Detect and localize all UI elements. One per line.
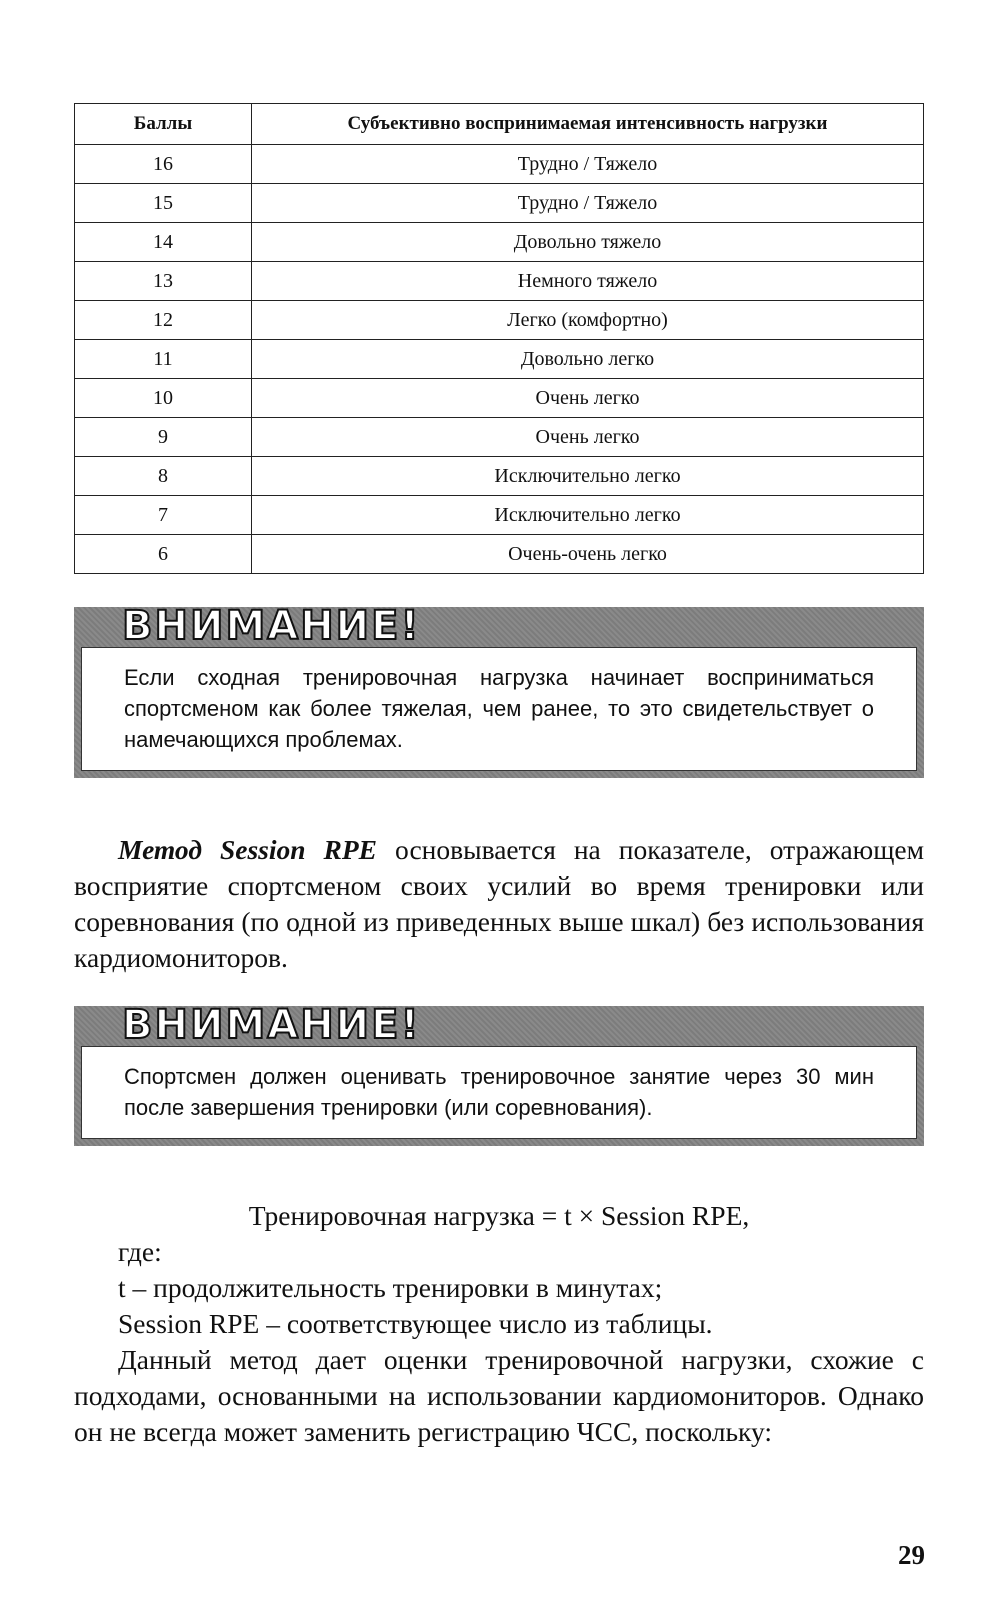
- header-points: Баллы: [75, 104, 252, 145]
- cell-intensity: Довольно легко: [252, 340, 924, 379]
- table-row: [75, 379, 924, 418]
- cell-points: 10: [75, 379, 252, 418]
- cell-points: 8: [75, 457, 252, 496]
- rpe-table: [74, 103, 924, 574]
- table-row: [75, 457, 924, 496]
- cell-points: 6: [75, 535, 252, 574]
- paragraph-session-rpe: [74, 832, 924, 976]
- definition-t: t – продолжительность тренировки в минутах;: [118, 1272, 663, 1303]
- cell-intensity: Легко (комфортно): [252, 301, 924, 340]
- attention-title: ВНИМАНИЕ!: [122, 603, 421, 649]
- cell-intensity: Очень легко: [252, 418, 924, 457]
- cell-points: 13: [75, 262, 252, 301]
- cell-intensity: Немного тяжело: [252, 262, 924, 301]
- table-header-row: [75, 104, 924, 145]
- page-number: 29: [898, 1540, 925, 1570]
- cell-points: 9: [75, 418, 252, 457]
- cell-intensity: Очень легко: [252, 379, 924, 418]
- table-row: [75, 340, 924, 379]
- table-row: [75, 145, 924, 184]
- cell-intensity: Исключительно легко: [252, 496, 924, 535]
- table-row: [75, 184, 924, 223]
- attention-box-1: [74, 603, 924, 778]
- header-intensity: Субъективно воспринимаемая интенсивность нагрузки: [252, 104, 924, 145]
- formula-section: [74, 1198, 924, 1450]
- table-body: [75, 145, 924, 574]
- attention-text: Спортсмен должен оценивать тренировочное занятие через 30 мин после завершения тренировки (или соревнования).: [124, 1064, 874, 1120]
- definition-session-rpe: Session RPE – соответствующее число из таблицы.: [118, 1308, 713, 1339]
- cell-points: 7: [75, 496, 252, 535]
- cell-points: 12: [75, 301, 252, 340]
- attention-header: [74, 603, 924, 649]
- table-row: [75, 496, 924, 535]
- table-row: [75, 301, 924, 340]
- formula: Тренировочная нагрузка = t × Session RPE,: [248, 1200, 750, 1231]
- attention-title: ВНИМАНИЕ!: [122, 1002, 421, 1048]
- cell-points: 11: [75, 340, 252, 379]
- paragraph-text: основывается на показателе, отражающем восприятие спортсменом своих усилий во время тренировки или соревнования (по одной из приведенных выше шкал) без использования кардиомониторов.: [74, 834, 924, 973]
- table-row: [75, 223, 924, 262]
- cell-points: 16: [75, 145, 252, 184]
- cell-intensity: Довольно тяжело: [252, 223, 924, 262]
- attention-box-2: [74, 1002, 924, 1146]
- cell-intensity: Трудно / Тяжело: [252, 184, 924, 223]
- attention-text: Если сходная тренировочная нагрузка начинает восприниматься спортсменом как более тяжелая, чем ранее, то это свидетельствует о намечающихся проблемах.: [124, 665, 874, 752]
- attention-text-box: [81, 1046, 917, 1139]
- cell-intensity: Очень-очень легко: [252, 535, 924, 574]
- where-label: где:: [118, 1236, 162, 1267]
- attention-header: [74, 1002, 924, 1048]
- attention-text-box: [81, 647, 917, 771]
- cell-intensity: Трудно / Тяжело: [252, 145, 924, 184]
- table-row: [75, 535, 924, 574]
- method-name: Метод Session RPE: [118, 834, 378, 865]
- table-row: [75, 418, 924, 457]
- cell-points: 15: [75, 184, 252, 223]
- paragraph-method-comparison: Данный метод дает оценки тренировочной нагрузки, схожие с подходами, основанными на использовании кардиомониторов. Однако он не всегда может заменить регистрацию ЧСС, поскольку:: [74, 1344, 924, 1447]
- table-row: [75, 262, 924, 301]
- cell-intensity: Исключительно легко: [252, 457, 924, 496]
- cell-points: 14: [75, 223, 252, 262]
